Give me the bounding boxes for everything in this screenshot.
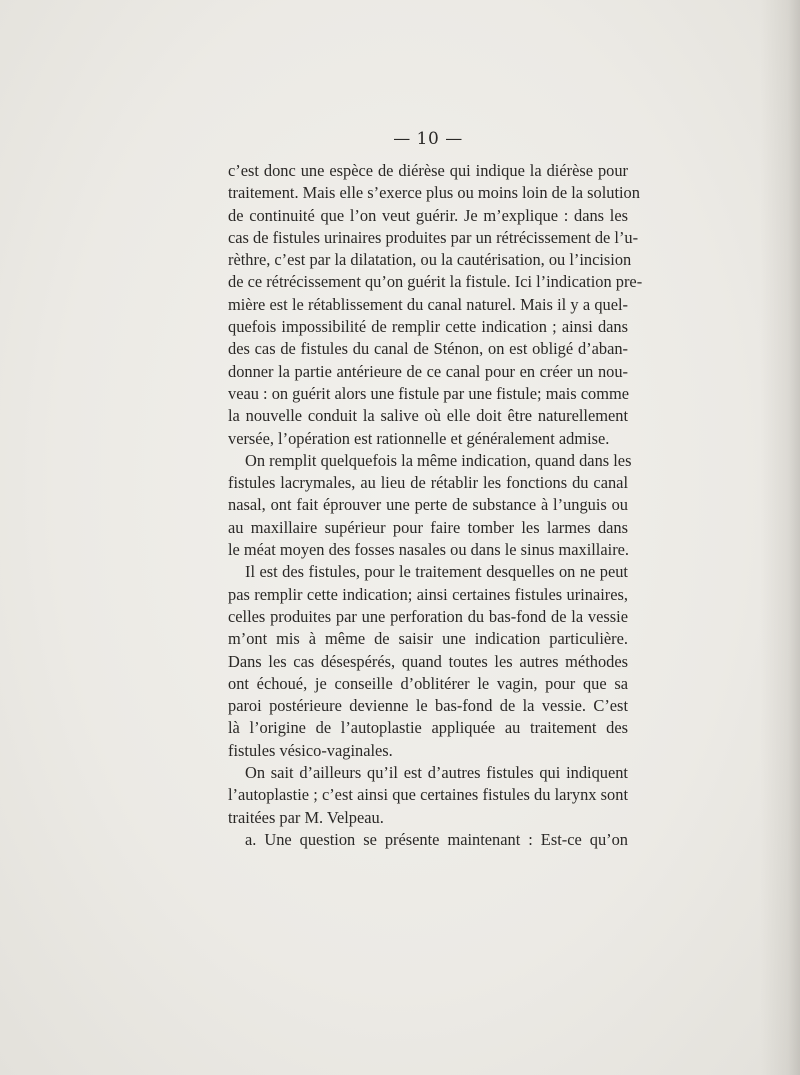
text-line: mière est le rétablissement du canal naturel. Mais il y a quel- — [228, 294, 628, 314]
text-line: a. Une question se présente maintenant : Est-ce qu’on — [245, 829, 628, 849]
text-line: nasal, ont fait éprouver une perte de substance à l’unguis ou — [228, 495, 628, 515]
text-line: Il est des fistules, pour le traitement desquelles on ne peut — [245, 562, 628, 582]
text-line: m’ont mis à même de saisir une indication particulière. — [228, 629, 628, 649]
text-line: celles produites par une perforation du bas-fond de la vessie — [228, 606, 628, 626]
text-line: paroi postérieure devienne le bas-fond de la vessie. C’est — [228, 696, 628, 716]
text-line: On sait d’ailleurs qu’il est d’autres fistules qui indiquent — [245, 763, 628, 783]
text-line: versée, l’opération est rationnelle et généralement admise. — [228, 428, 610, 448]
text-line: la nouvelle conduit la salive où elle doit être naturellement — [228, 406, 628, 426]
text-line: de ce rétrécissement qu’on guérit la fistule. Ici l’indication pre- — [228, 272, 643, 292]
text-line: là l’origine de l’autoplastie appliquée au traitement des — [228, 718, 628, 738]
text-line: traitement. Mais elle s’exerce plus ou moins loin de la solution — [228, 183, 640, 203]
text-line: des cas de fistules du canal de Sténon, on est obligé d’aban- — [228, 339, 628, 359]
text-line: On remplit quelquefois la même indication, quand dans les — [245, 450, 632, 470]
text-line: veau : on guérit alors une fistule par une fistule; mais comme — [228, 383, 630, 403]
text-line: rèthre, c’est par la dilatation, ou la cautérisation, ou l’incision — [228, 250, 632, 270]
text-line: pas remplir cette indication; ainsi certaines fistules urinaires, — [228, 584, 628, 604]
text-line: ont échoué, je conseille d’oblitérer le vagin, pour que sa — [228, 673, 628, 693]
text-line: fistules lacrymales, au lieu de rétablir les fonctions du canal — [228, 473, 628, 493]
text-line: c’est donc une espèce de diérèse qui indique la diérèse pour — [228, 161, 628, 180]
page-number: — 10 — — [393, 129, 463, 149]
text-line: l’autoplastie ; c’est ainsi que certaines fistules du larynx sont — [228, 785, 628, 805]
text-line: fistules vésico-vaginales. — [228, 740, 393, 760]
text-line: cas de fistules urinaires produites par un rétrécissement de l’u- — [228, 227, 639, 247]
text-line: de continuité que l’on veut guérir. Je m’explique : dans les — [228, 205, 628, 225]
text-line: donner la partie antérieure de ce canal pour en créer un nou- — [228, 361, 628, 381]
text-line: au maxillaire supérieur pour faire tomber les larmes dans — [228, 517, 628, 537]
text-line: traitées par M. Velpeau. — [228, 807, 384, 827]
body-text — [228, 160, 643, 851]
text-line: Dans les cas désespérés, quand toutes les autres méthodes — [228, 651, 628, 671]
text-line: quefois impossibilité de remplir cette indication ; ainsi dans — [228, 317, 628, 337]
text-line: le méat moyen des fosses nasales ou dans le sinus maxillaire. — [228, 540, 630, 560]
page-edge-shadow — [760, 0, 800, 1075]
